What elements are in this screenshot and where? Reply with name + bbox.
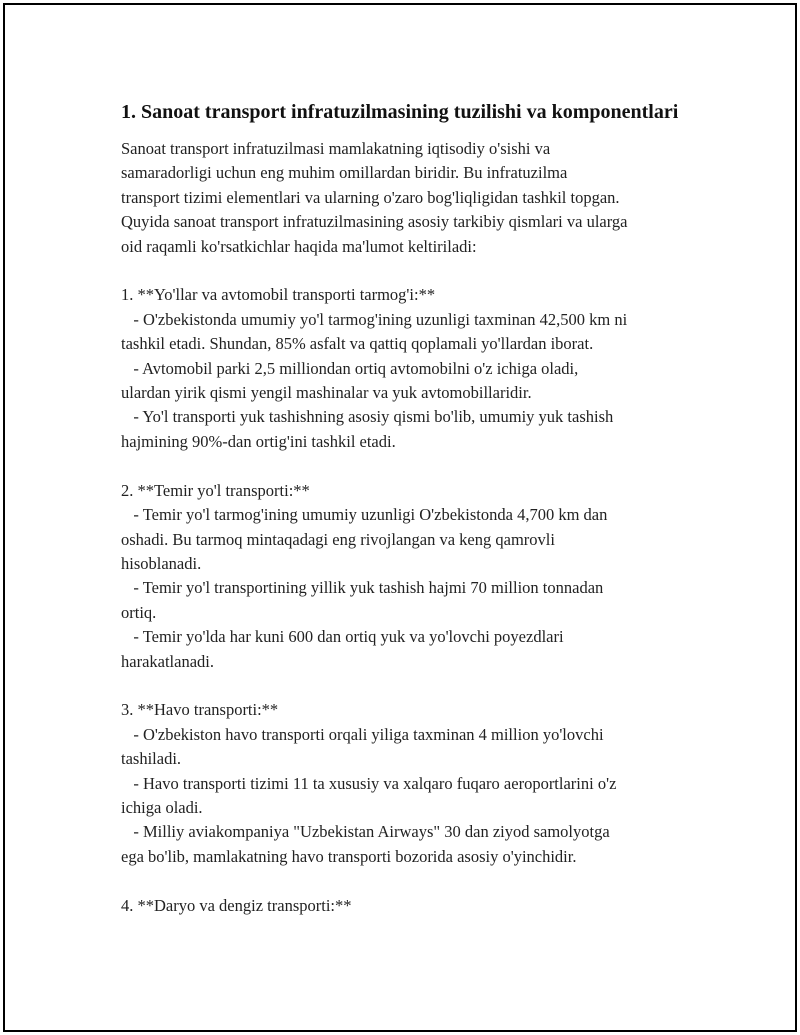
body-text: Sanoat transport infratuzilmasi mamlakatning iqtisodiy o'sishi va samaradorligi uchun eng muhim omillardan biridir. Bu infratuzilma transport tizimi elementlari va ularning o'zaro bog'liqligidan tashkil topgan. Quyida sanoat transport infratuzilmasining asosiy tarkibiy qismlari va ularga oid raqamli ko'rsatkichlar haqida ma'lumot keltiriladi: 1. **Yo'llar va avtomobil transporti tarmog'i:** - O'zbekistonda umumiy yo'l tarmog'ining uzunligi taxminan 42,500 km ni tashkil etadi. Shundan, 85% asfalt va qattiq qoplamali yo'llardan iborat. - Avtomobil parki 2,5 milliondan ortiq avtomobilni o'z ichiga oladi, ulardan yirik qismi yengil mashinalar va yuk avtomobillaridir. - Yo'l transporti yuk tashishning asosiy qismi bo'lib, umumiy yuk tashish hajmining 90%-dan ortig'ini tashkil etadi. 2. **Temir yo'l transporti:** - Temir yo'l tarmog'ining umumiy uzunligi O'zbekistonda 4,700 km dan oshadi. Bu tarmoq mintaqadagi eng rivojlangan va keng qamrovli hisoblanadi. - Temir yo'l transportining yillik yuk tashish hajmi 70 million tonnadan ortiq. - Temir yo'lda har kuni 600 dan ortiq yuk va yo'lovchi poyezdlari harakatlanadi. 3. **Havo transporti:** - O'zbekiston havo transporti orqali yiliga taxminan 4 million yo'lovchi tashiladi. - Havo transporti tizimi 11 ta xususiy va xalqaro fuqaro aeroportlarini o'z ichiga oladi. - Milliy aviakompaniya "Uzbekistan Airways" 30 dan ziyod samolyotga ega bo'lib, mamlakatning havo transporti bozorida asosiy o'yinchidir. 4. **Daryo va dengiz transporti:**	[121, 139, 628, 915]
section-heading: 1. Sanoat transport infratuzilmasining tuzilishi va komponentlari	[121, 101, 679, 123]
document-content	[121, 97, 701, 918]
page-frame	[3, 3, 797, 1032]
